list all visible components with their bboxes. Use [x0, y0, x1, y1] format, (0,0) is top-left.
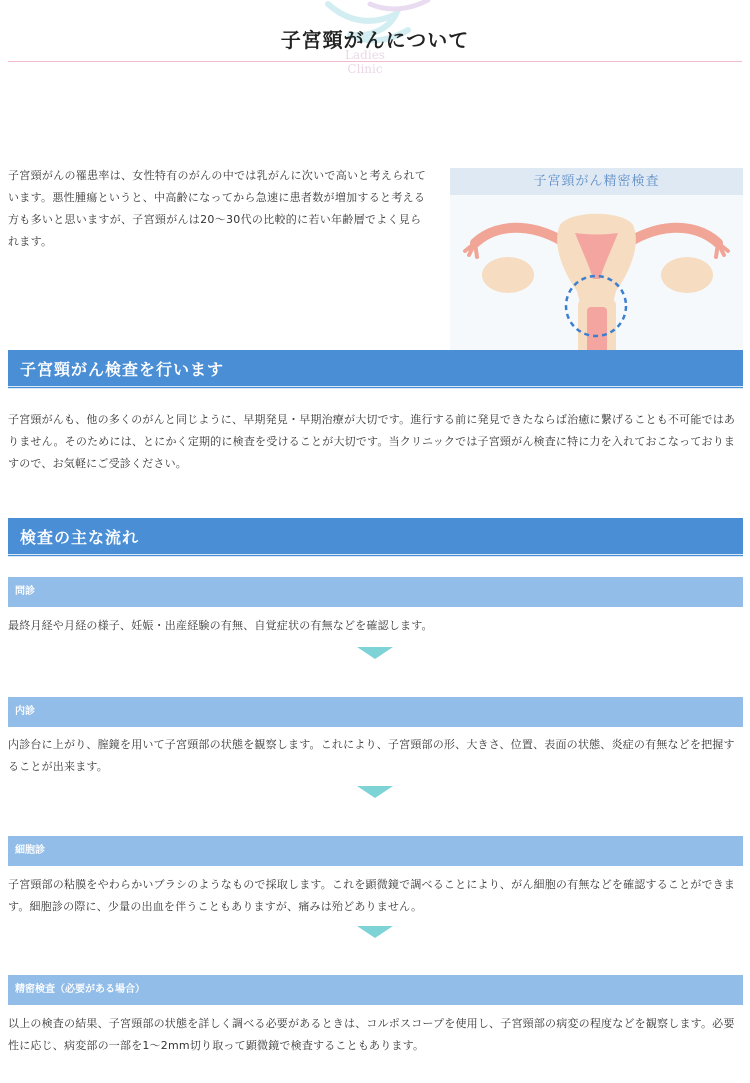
step-text-cytology: 子宮頸部の粘膜をやわらかいブラシのようなもので採取します。これを顕微鏡で調べることにより、がん細胞の有無などを確認することができます。細胞診の際に、少量の出血を伴うこともありますが、痛みは殆どありません。 [8, 878, 736, 913]
figure-caption: 子宮頸がん精密検査 [450, 168, 743, 195]
down-triangle-icon [357, 647, 393, 659]
down-triangle-icon [357, 926, 393, 938]
step-text-interview: 最終月経や月経の様子、妊娠・出産経験の有無、自覚症状の有無などを確認します。 [8, 619, 433, 632]
page-title: 子宮頸がんについて [280, 28, 470, 52]
step-bar-interview: 問診 [8, 577, 743, 607]
right-fimbriae [716, 243, 728, 257]
down-triangle-icon [357, 786, 393, 798]
step-text-internal-exam: 内診台に上がり、膣鏡を用いて子宮頸部の状態を観察します。これにより、子宮頸部の形、大きさ、位置、表面の状態、炎症の有無などを把握することが出来ます。 [8, 738, 735, 773]
page-header [0, 0, 750, 76]
section-header-exam: 子宮頸がん検査を行います [8, 350, 743, 389]
section-header-flow: 検査の主な流れ [8, 518, 743, 557]
watermark-logo-text: Ladies Clinic [345, 48, 385, 76]
title-divider [8, 61, 742, 62]
uterus-diagram [450, 168, 743, 365]
step-text-detailed-exam: 以上の検査の結果、子宮頸部の状態を詳しく調べる必要があるときは、コルポスコープを使用し、子宮頸部の病変の程度などを観察します。必要性に応じ、病変部の一部を1〜2mm切り取って顕微鏡で検査することもあります。 [8, 1017, 735, 1052]
left-fimbriae [465, 243, 477, 257]
left-fallopian-tube [475, 228, 568, 245]
step-bar-cytology: 細胞診 [8, 836, 743, 866]
section-text-exam: 子宮頸がんも、他の多くのがんと同じように、早期発見・早期治療が大切です。進行する前に発見できたならば治癒に繋げることも不可能ではありません。そのためには、とにかく定期的に検査を受けることが大切です。当クリニックでは子宮頸がん検査に特に力を入れておこなっておりますので、お気軽にご受診ください。 [8, 413, 736, 470]
step-bar-detailed-exam: 精密検査（必要がある場合） [8, 975, 743, 1005]
intro-section [0, 64, 750, 350]
intro-text: 子宮頸がんの罹患率は、女性特有のがんの中では乳がんに次いで高いと考えられています。悪性腫瘍というと、中高齢になってから急速に患者数が増加すると考える方も多いと思いますが、子宮頸がんは20〜30代の比較的に若い年齢層でよく見られます。 [8, 169, 427, 248]
right-fallopian-tube [625, 228, 718, 245]
uterus-illustration [450, 195, 743, 365]
right-ovary [661, 257, 713, 293]
left-ovary [482, 257, 534, 293]
step-bar-internal-exam: 内診 [8, 697, 743, 727]
